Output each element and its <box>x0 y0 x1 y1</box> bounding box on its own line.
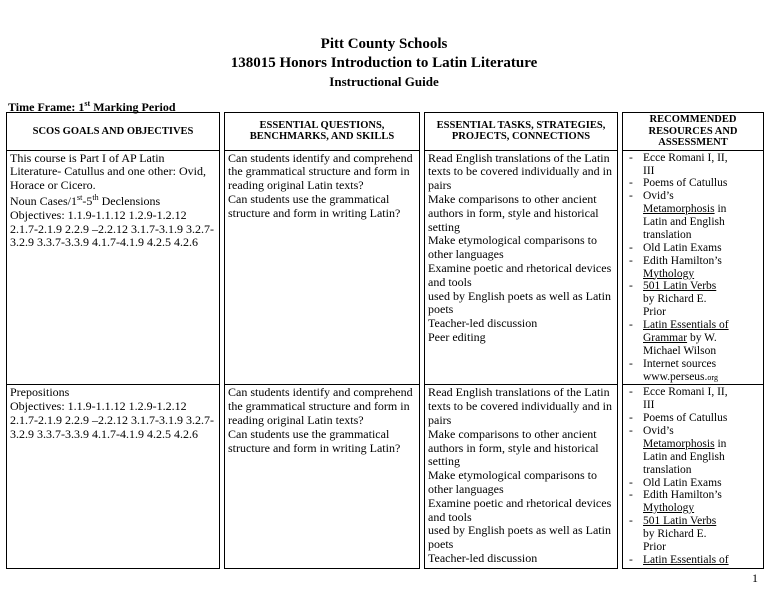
table-row <box>7 150 764 385</box>
questions-cell <box>225 150 420 385</box>
resource-item: - 501 Latin Verbs <box>629 515 717 528</box>
resources-cell: - Ecce Romani I, II, III - Poems of Catullus - Ovid’s Metamorphosis in Latin and English translation - Old Latin Exams - Edith Hamilton’s Mythology - 501 Latin Verbs by Richard E. Prior - Latin Essentials of Grammar by W. Michael Wilson - Internet sources www.perseus.org <box>623 150 764 385</box>
column-header-questions: ESSENTIAL QUESTIONS, BENCHMARKS, AND SKILLS <box>225 113 420 151</box>
question-item: Can students use the grammatical structure and form in writing Latin? <box>228 426 401 455</box>
task-item: Make comparisons to other ancient authors in form, style and historical setting <box>428 192 599 234</box>
resource-item: - Poems of Catullus <box>629 412 728 425</box>
task-item: Examine poetic and rhetorical devices and tools <box>428 261 612 289</box>
header-row <box>7 113 764 151</box>
resource-item: - Ovid’s <box>629 190 674 203</box>
goals-topic: Prepositions <box>10 385 70 400</box>
time-frame-period: Marking Period <box>93 100 176 114</box>
task-item: Read English translations of the Latin texts to be covered individually and in pairs <box>428 150 612 193</box>
task-item: Make etymological comparisons to other languages <box>428 468 597 496</box>
resources-cell: - Ecce Romani I, II, III - Poems of Catullus - Ovid’s Metamorphosis in Latin and English translation - Old Latin Exams - Edith Hamilton’s Mythology - 501 Latin Verbs by Richard E. Prior - Latin Essentials of <box>623 385 764 568</box>
goals-cell <box>7 150 220 385</box>
column-header-goals: SCOS GOALS AND OBJECTIVES <box>7 113 220 151</box>
tasks-cell <box>425 150 618 385</box>
goals-topic: Noun Cases/1st-5th Declensions <box>10 193 161 209</box>
resource-item: - Edith Hamilton’s <box>629 254 722 267</box>
goals-cell <box>7 385 220 568</box>
resource-item: - Internet sources <box>629 357 717 370</box>
resource-item: - Latin Essentials of <box>629 553 729 566</box>
course-title: 138015 Honors Introduction to Latin Literature <box>230 55 538 71</box>
questions-cell <box>225 385 420 568</box>
time-frame-label: Time Frame: <box>8 100 76 114</box>
resource-item: - Ecce Romani I, II, <box>629 151 728 164</box>
resource-item: - Edith Hamilton’s <box>629 489 722 502</box>
task-item: Teacher-led discussion <box>428 316 538 331</box>
school-title: Pitt County Schools <box>320 36 448 52</box>
document-type: Instructional Guide <box>329 74 439 89</box>
task-item: Make comparisons to other ancient authors in form, style and historical setting <box>428 426 599 469</box>
resource-item: - Old Latin Exams <box>629 476 722 489</box>
question-item: Can students use the grammatical structure and form in writing Latin? <box>228 192 401 220</box>
task-item: used by English poets as well as Latin poets <box>428 523 611 552</box>
column-header-resources: RECOMMENDED RESOURCES AND ASSESSMENT <box>623 113 764 151</box>
resource-item: - 501 Latin Verbs <box>629 280 717 293</box>
question-item: Can students identify and comprehend the grammatical structure and form in reading original Latin texts? <box>228 385 413 427</box>
resource-item: - Poems of Catullus <box>629 177 728 190</box>
goals-intro: This course is Part I of AP Latin Literature- Catullus and one other: Ovid, Horace or Cicero. <box>10 150 206 193</box>
goals-objectives: Objectives: 1.1.9-1.1.12 1.2.9-1.2.12 2.1.7-2.1.9 2.2.9 –2.2.12 3.1.7-3.1.9 3.2.7-3.2.9 3.3.7-3.3.9 4.1.7-4.1.9 4.2.5 4.2.6 <box>10 207 214 250</box>
resource-item: - Ecce Romani I, II, <box>629 386 728 399</box>
goals-objectives: Objectives: 1.1.9-1.1.12 1.2.9-1.2.12 2.1.7-2.1.9 2.2.9 –2.2.12 3.1.7-3.1.9 3.2.7-3.2.9 3.3.7-3.3.9 4.1.7-4.1.9 4.2.5 4.2.6 <box>10 399 214 441</box>
task-item: Make etymological comparisons to other languages <box>428 233 597 262</box>
task-item: Teacher-led discussion <box>428 550 538 565</box>
task-item: Examine poetic and rhetorical devices and tools <box>428 495 612 524</box>
table-row <box>7 385 764 568</box>
resource-item: - Ovid’s <box>629 425 674 438</box>
page-number: 1 <box>752 571 758 585</box>
question-item: Can students identify and comprehend the grammatical structure and form in reading original Latin texts? <box>228 150 413 193</box>
resource-item: - Old Latin Exams <box>629 241 722 254</box>
task-item: used by English poets as well as Latin poets <box>428 288 611 317</box>
instructional-guide-table <box>6 112 764 569</box>
perseus-link[interactable]: www.perseus.org <box>643 370 718 383</box>
column-header-tasks: ESSENTIAL TASKS, STRATEGIES, PROJECTS, CONNECTIONS <box>425 113 618 151</box>
time-frame-suffix: st <box>84 99 91 108</box>
time-frame-number: 1 <box>78 100 85 114</box>
task-item: Peer editing <box>428 330 486 344</box>
task-item: Read English translations of the Latin texts to be covered individually and in pairs <box>428 385 612 427</box>
resource-item: - Latin Essentials of <box>629 319 729 332</box>
tasks-cell <box>425 385 618 568</box>
